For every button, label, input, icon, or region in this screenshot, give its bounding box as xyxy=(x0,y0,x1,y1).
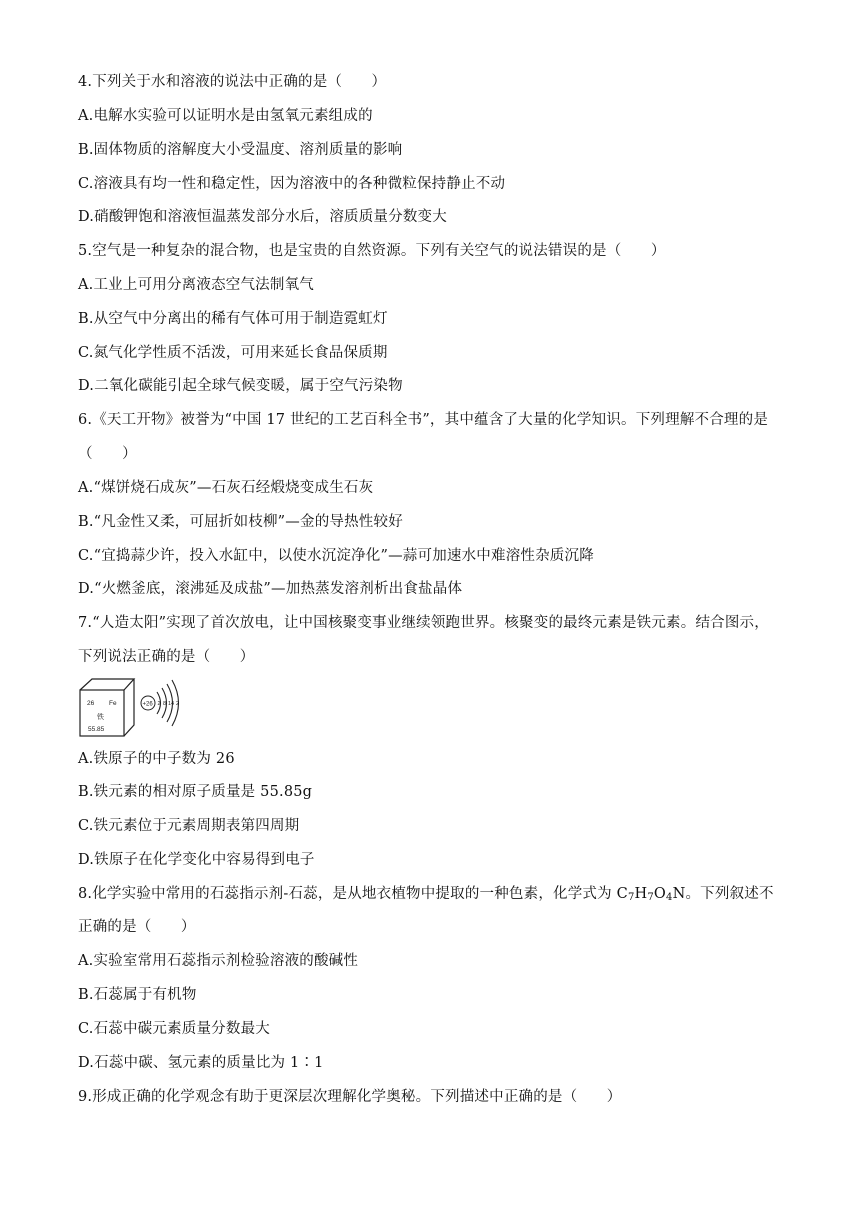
question-7-stem-line-2: 下列说法正确的是（ ） xyxy=(78,649,255,665)
question-8-stem-line-2: 正确的是（ ） xyxy=(78,919,196,935)
question-8-option-b: B.石蕊属于有机物 xyxy=(78,987,197,1003)
question-8-option-d: D.石蕊中碳、氢元素的质量比为 1∶1 xyxy=(78,1055,324,1071)
question-5-option-d: D.二氧化碳能引起全球气候变暖，属于空气污染物 xyxy=(78,378,403,394)
question-9-stem: 9.形成正确的化学观念有助于更深层次理解化学奥秘。下列描述中正确的是（ ） xyxy=(78,1089,622,1105)
question-6-option-d: D.“火燃釜底，滚沸延及成盐”—加热蒸发溶剂析出食盐晶体 xyxy=(78,581,463,597)
shell-2-electrons: 8 xyxy=(163,701,167,707)
iron-element-figure xyxy=(78,676,188,740)
question-8-stem-text: 8.化学实验中常用的石蕊指示剂-石蕊，是从地衣植物中提取的一种色素，化学式为 C xyxy=(78,886,628,902)
question-8-stem-line-1 xyxy=(78,884,774,904)
question-8-option-c: C.石蕊中碳元素质量分数最大 xyxy=(78,1021,270,1037)
question-4-option-a: A.电解水实验可以证明水是由氢氧元素组成的 xyxy=(78,108,373,124)
question-7-option-c: C.铁元素位于元素周期表第四周期 xyxy=(78,818,300,834)
atomic-structure-diagram xyxy=(141,680,179,726)
question-6-stem-line-1: 6.《天工开物》被誉为“中国 17 世纪的工艺百科全书”，其中蕴含了大量的化学知识。下列理解不合理的是 xyxy=(78,412,769,428)
shell-3-electrons: 14 xyxy=(168,701,175,707)
question-4-option-d: D.硝酸钾饱和溶液恒温蒸发部分水后，溶质质量分数变大 xyxy=(78,209,447,225)
nucleus-charge: +26 xyxy=(142,701,153,708)
question-5-option-c: C.氮气化学性质不活泼，可用来延长食品保质期 xyxy=(78,345,388,361)
shell-4-electrons: 2 xyxy=(176,701,180,707)
formula-sub-o: 4 xyxy=(666,892,673,903)
question-5-option-b: B.从空气中分离出的稀有气体可用于制造霓虹灯 xyxy=(78,311,388,327)
shell-1-electrons: 2 xyxy=(157,701,161,707)
element-symbol: Fe xyxy=(109,700,117,707)
formula-sub-h: 7 xyxy=(647,892,654,903)
question-6-option-c: C.“宜捣蒜少许，投入水缸中，以使水沉淀净化”—蒜可加速水中难溶性杂质沉降 xyxy=(78,548,594,564)
question-6-option-a: A.“煤饼烧石成灰”—石灰石经煅烧变成生石灰 xyxy=(78,480,374,496)
question-5-stem: 5.空气是一种复杂的混合物，也是宝贵的自然资源。下列有关空气的说法错误的是（ ） xyxy=(78,243,666,259)
question-5-option-a: A.工业上可用分离液态空气法制氧气 xyxy=(78,277,314,293)
element-name: 铁 xyxy=(97,713,104,721)
question-6-option-b: B.“凡金性又柔，可屈折如枝柳”—金的导热性较好 xyxy=(78,514,403,530)
question-4-stem: 4.下列关于水和溶液的说法中正确的是（ ） xyxy=(78,74,387,90)
question-7-option-a: A.铁原子的中子数为 26 xyxy=(78,751,235,767)
question-7-stem-line-1: 7.“人造太阳”实现了首次放电，让中国核聚变事业继续领跑世界。核聚变的最终元素是铁元素。结合图示， xyxy=(78,615,769,631)
question-8-stem-tail: N。下列叙述不 xyxy=(672,886,774,902)
formula-sub-c: 7 xyxy=(627,892,635,903)
element-mass: 55.85 xyxy=(88,726,105,733)
formula-h: H xyxy=(634,886,648,902)
question-6-stem-line-2: （ ） xyxy=(78,446,137,462)
question-7-option-d: D.铁原子在化学变化中容易得到电子 xyxy=(78,852,315,868)
question-8-option-a: A.实验室常用石蕊指示剂检验溶液的酸碱性 xyxy=(78,953,359,969)
question-4-option-b: B.固体物质的溶解度大小受温度、溶剂质量的影响 xyxy=(78,142,403,158)
element-atomic-number: 26 xyxy=(87,700,95,707)
question-7-option-b: B.铁元素的相对原子质量是 55.85g xyxy=(78,784,313,800)
formula-o: O xyxy=(653,886,667,902)
question-4-option-c: C.溶液具有均一性和稳定性，因为溶液中的各种微粒保持静止不动 xyxy=(78,176,506,192)
